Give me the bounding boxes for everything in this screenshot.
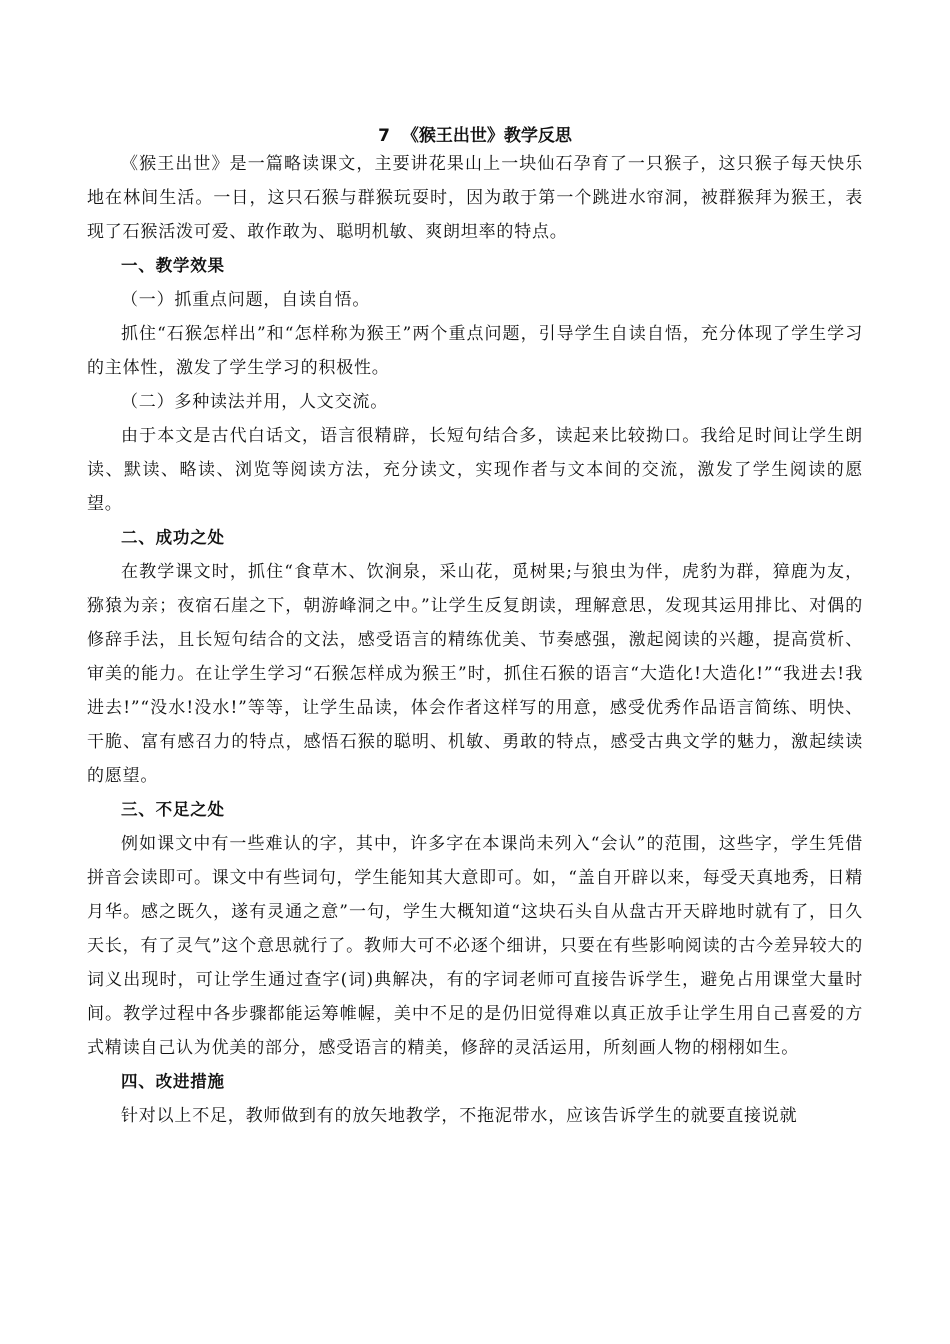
page-title: 7 《猴王出世》教学反思 (378, 126, 572, 146)
body-paragraph: 由于本文是古代白话文，语言很精辟，长短句结合多，读起来比较拗口。我给足时间让学生朗读、默读、略读、浏览等阅读方法，充分读文，实现作者与文本间的交流，激发了学生阅读的愿望。 (87, 426, 863, 514)
section-heading-success: 二、成功之处 (121, 528, 225, 547)
body-paragraph: 例如课文中有一些难认的字，其中，许多字在本课尚未列入“会认”的范围，这些字，学生凭借拼音会读即可。课文中有些词句，学生能知其大意即可。如，“盖自开辟以来，每受天真地秀，日精月华。感之既久，遂有灵通之意”一句，学生大概知道“这块石头自从盘古开天辟地时就有了，日久天长，有了灵气”这个意思就行了。教师大可不必逐个细讲，只要在有些影响阅读的古今差异较大的词义出现时，可让学生通过查字(词)典解决，有的字词老师可直接告诉学生，避免占用课堂大量时间。教学过程中各步骤都能运筹帷幄，美中不足的是仍旧觉得难以真正放手让学生用自己喜爱的方式精读自己认为优美的部分，感受语言的精美，修辞的灵活运用，所刻画人物的栩栩如生。 (87, 834, 863, 1058)
intro-paragraph: 《猴王出世》是一篇略读课文，主要讲花果山上一块仙石孕育了一只猴子，这只猴子每天快乐地在林间生活。一日，这只石猴与群猴玩耍时，因为敢于第一个跳进水帘洞，被群猴拜为猴王，表现了石猴活泼可爱、敢作敢为、聪明机敏、爽朗坦率的特点。 (87, 154, 863, 242)
subheading-paragraph: （二）多种读法并用，人文交流。 (121, 392, 388, 412)
section-heading-improvements: 四、改进措施 (121, 1072, 225, 1091)
body-paragraph: 抓住“石猴怎样出”和“怎样称为猴王”两个重点问题，引导学生自读自悟，充分体现了学生学习的主体性，激发了学生学习的积极性。 (87, 324, 863, 378)
document-body (87, 147, 863, 1133)
section-heading-shortcomings: 三、不足之处 (121, 800, 225, 819)
subheading-paragraph: （一）抓重点问题，自读自悟。 (121, 290, 371, 310)
body-paragraph: 在教学课文时，抓住“食草木、饮涧泉，采山花，觅树果;与狼虫为伴，虎豹为群，獐鹿为友，猕猿为亲；夜宿石崖之下，朝游峰洞之中。”让学生反复朗读，理解意思，发现其运用排比、对偶的修辞手法，且长短句结合的文法，感受语言的精练优美、节奏感强，激起阅读的兴趣，提高赏析、审美的能力。在让学生学习“石猴怎样成为猴王”时，抓住石猴的语言“大造化!大造化!”“我进去!我进去!”“没水!没水!”等等，让学生品读，体会作者这样写的用意，感受优秀作品语言简练、明快、干脆、富有感召力的特点，感悟石猴的聪明、机敏、勇敢的特点，感受古典文学的魅力，激起续读的愿望。 (87, 562, 864, 786)
body-paragraph: 针对以上不足，教师做到有的放矢地教学，不拖泥带水，应该告诉学生的就要直接说就 (121, 1106, 798, 1126)
section-heading-teaching-effect: 一、教学效果 (121, 256, 225, 275)
